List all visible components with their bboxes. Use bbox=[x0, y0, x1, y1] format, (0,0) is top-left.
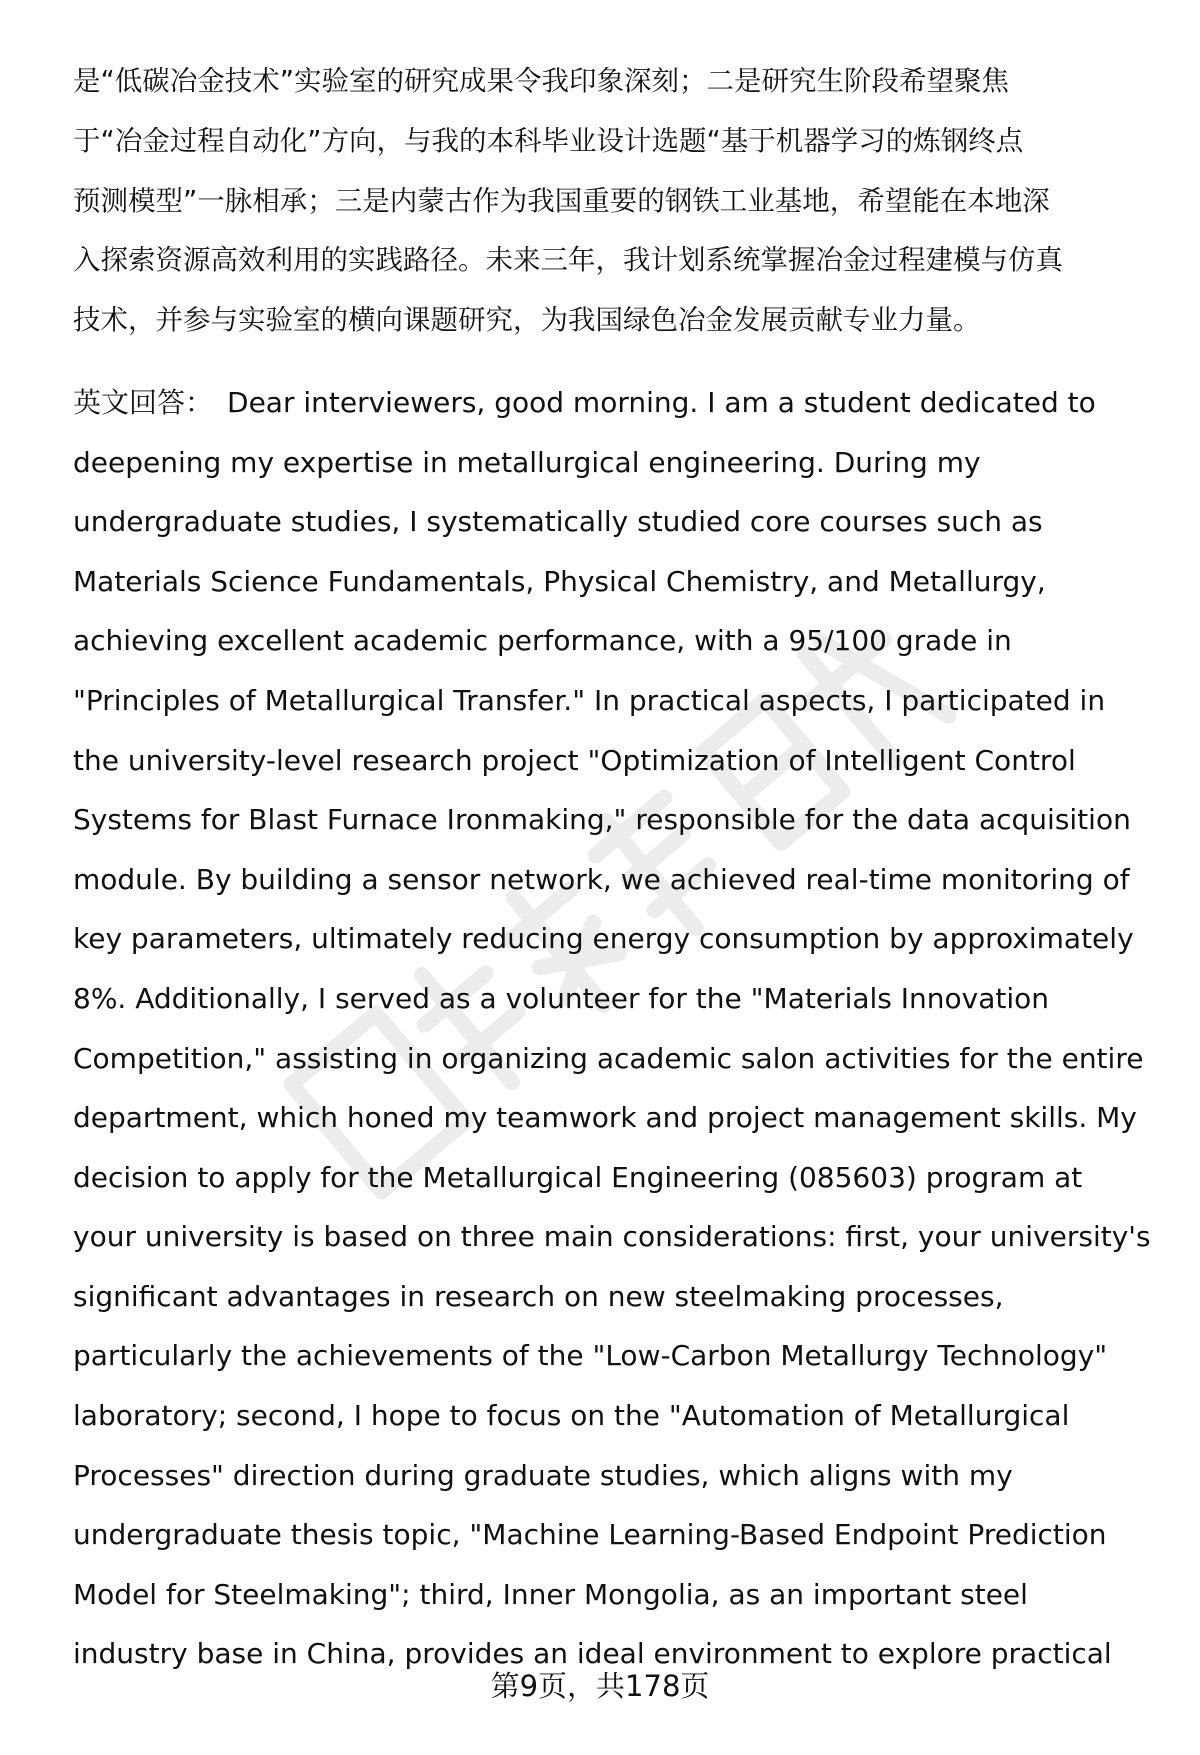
text-line: Model for Steelmaking"; third, Inner Mongolia, as an important steel bbox=[73, 1577, 1028, 1611]
text-line: Competition," assisting in organizing academic salon activities for the entire bbox=[73, 1041, 1144, 1075]
text-line: undergraduate studies, I systematically studied core courses such as bbox=[73, 505, 1043, 539]
text-line-content: Dear interviewers, good morning. I am a student dedicated to bbox=[227, 385, 1096, 419]
text-line: module. By building a sensor network, we achieved real-time monitoring of bbox=[73, 862, 1130, 896]
text-line: undergraduate thesis topic, "Machine Learning-Based Endpoint Prediction bbox=[73, 1518, 1107, 1552]
text-line: department, which honed my teamwork and project management skills. My bbox=[73, 1101, 1137, 1135]
text-line: 入探索资源高效利用的实践路径。未来三年，我计划系统掌握冶金过程建模与仿真 bbox=[73, 244, 1063, 277]
text-line: your university is based on three main considerations: first, your university's bbox=[73, 1220, 1151, 1254]
text-line: Processes" direction during graduate studies, which aligns with my bbox=[73, 1458, 1013, 1492]
text-line: decision to apply for the Metallurgical Engineering (085603) program at bbox=[73, 1160, 1083, 1194]
text-line: achieving excellent academic performance, with a 95/100 grade in bbox=[73, 624, 1012, 658]
text-line: laboratory; second, I hope to focus on the "Automation of Metallurgical bbox=[73, 1399, 1070, 1433]
text-line: "Principles of Metallurgical Transfer." In practical aspects, I participated in bbox=[73, 683, 1106, 717]
english-answer-label: 英文回答： bbox=[73, 385, 214, 419]
text-line: 于“冶金过程自动化”方向，与我的本科毕业设计选题“基于机器学习的炼钢终点 bbox=[73, 124, 1024, 157]
text-line: 8%. Additionally, I served as a volunteer for the "Materials Innovation bbox=[73, 981, 1050, 1015]
text-line: significant advantages in research on new steelmaking processes, bbox=[73, 1279, 1004, 1313]
text-line: key parameters, ultimately reducing energy consumption by approximately bbox=[73, 922, 1134, 956]
text-line: 预测模型”一脉相承；三是内蒙古作为我国重要的钢铁工业基地，希望能在本地深 bbox=[73, 184, 1050, 217]
text-line: Systems for Blast Furnace Ironmaking," responsible for the data acquisition bbox=[73, 803, 1131, 837]
text-line: Materials Science Fundamentals, Physical Chemistry, and Metallurgy, bbox=[73, 564, 1046, 598]
text-line: 是“低碳冶金技术”实验室的研究成果令我印象深刻；二是研究生阶段希望聚焦 bbox=[73, 65, 1009, 97]
text-line: the university-level research project "Optimization of Intelligent Control bbox=[73, 743, 1076, 777]
chinese-answer-continuation bbox=[73, 52, 1158, 351]
text-line: industry base in China, provides an ideal environment to explore practical bbox=[73, 1637, 1112, 1671]
text-line bbox=[73, 373, 1158, 433]
english-answer bbox=[73, 373, 1158, 1684]
document-body bbox=[73, 52, 1158, 1684]
text-line: deepening my expertise in metallurgical engineering. During my bbox=[73, 445, 981, 479]
text-line: particularly the achievements of the "Low-Carbon Metallurgy Technology" bbox=[73, 1339, 1108, 1373]
page-indicator: 第9页，共178页 bbox=[490, 1669, 710, 1703]
text-line: 技术，并参与实验室的横向课题研究，为我国绿色冶金发展贡献专业力量。 bbox=[73, 304, 981, 337]
